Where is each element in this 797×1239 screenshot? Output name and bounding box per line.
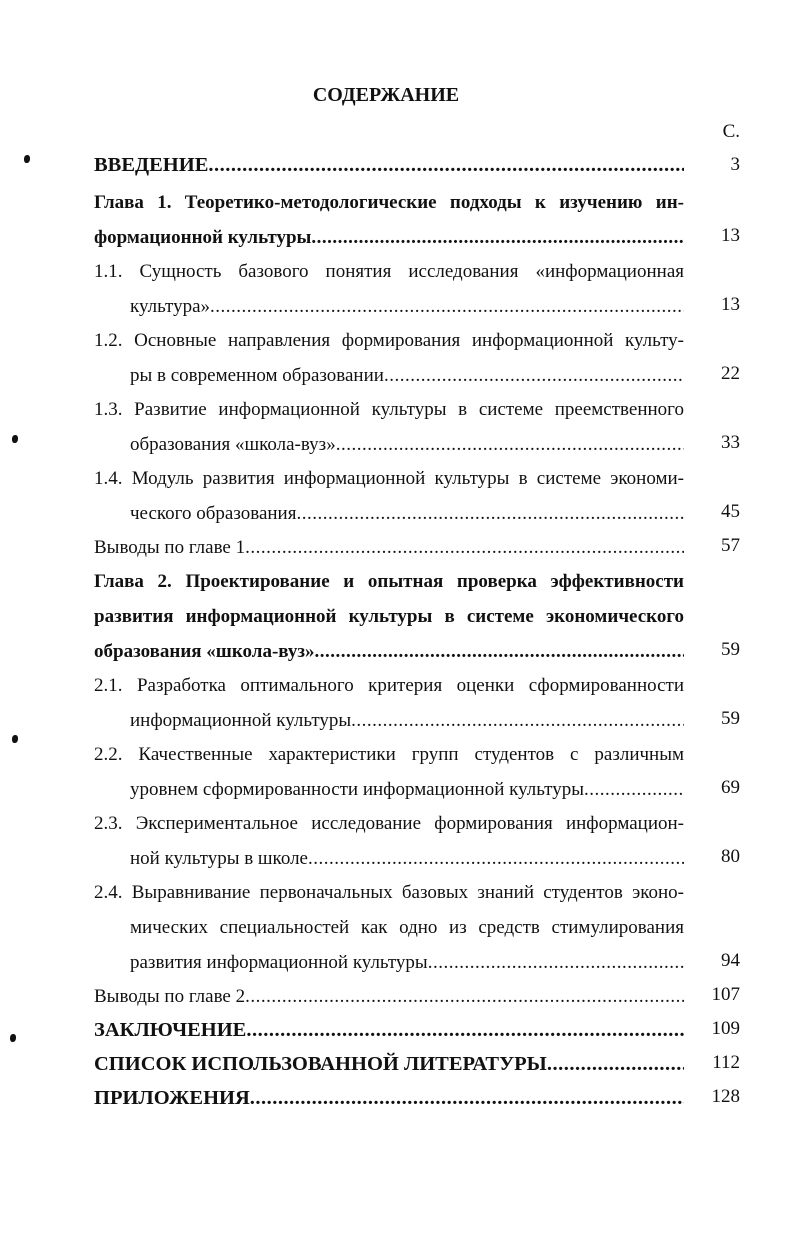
toc-chapter-2-conclusions <box>94 985 684 1009</box>
toc-page-number: 94 <box>721 950 740 971</box>
toc-chapter-1-line-2 <box>94 226 684 250</box>
toc-page-number: 59 <box>721 639 740 660</box>
toc-section-1-3-line-2 <box>130 433 684 457</box>
toc-entry-introduction <box>94 153 684 177</box>
toc-section-1-1-line-1: 1.1. Сущность базового понятия исследования «информационная <box>94 261 684 282</box>
toc-chapter-1-line-1: Глава 1. Теоретико-методологические подходы к изучению ин- <box>94 192 684 213</box>
toc-section-1-3-line-1: 1.3. Развитие информационной культуры в системе преемственного <box>94 399 684 420</box>
toc-entry-text: Выводы по главе 1 <box>94 537 246 558</box>
toc-entry-references <box>94 1052 684 1076</box>
toc-entry-text: ЗАКЛЮЧЕНИЕ <box>94 1019 247 1041</box>
toc-chapter-2-line-2: развития информационной культуры в системе экономического <box>94 606 684 627</box>
toc-entry-text: ВВЕДЕНИЕ <box>94 154 209 176</box>
toc-page-number: 33 <box>721 432 740 453</box>
toc-entry-text: ры в современном образовании <box>130 365 384 386</box>
page-title: СОДЕРЖАНИЕ <box>312 84 460 106</box>
toc-section-2-4-line-1: 2.4. Выравнивание первоначальных базовых знаний студентов эконо- <box>94 882 684 903</box>
toc-page-number: 57 <box>721 535 740 556</box>
toc-page-number: 22 <box>721 363 740 384</box>
toc-entry-text: образования «школа-вуз» <box>94 641 315 662</box>
toc-page-number: 128 <box>711 1086 740 1107</box>
toc-page-number: 13 <box>721 294 740 315</box>
toc-entry-text: СПИСОК ИСПОЛЬЗОВАННОЙ ЛИТЕРАТУРЫ <box>94 1053 547 1075</box>
toc-page-number: 109 <box>711 1018 740 1039</box>
toc-chapter-2-line-3 <box>94 640 684 664</box>
toc-entry-text: развития информационной культуры <box>130 952 428 973</box>
toc-page-number: 13 <box>721 225 740 246</box>
toc-entry-text: Выводы по главе 2 <box>94 986 246 1007</box>
toc-page-number: 107 <box>711 984 740 1005</box>
scan-mark <box>12 735 18 743</box>
toc-page-number: 3 <box>730 154 740 175</box>
toc-entry-text: культура» <box>130 296 211 317</box>
toc-page-number: 80 <box>721 846 740 867</box>
toc-section-1-4-line-2 <box>130 502 684 526</box>
toc-entry-conclusion <box>94 1018 684 1042</box>
toc-entry-text: формационной культуры <box>94 227 312 248</box>
scan-mark <box>24 155 30 163</box>
toc-section-2-4-line-3 <box>130 951 684 975</box>
toc-section-1-2-line-2 <box>130 364 684 388</box>
scan-mark <box>12 435 18 443</box>
toc-section-1-4-line-1: 1.4. Модуль развития информационной культуры в системе экономи- <box>94 468 684 489</box>
toc-entry-text: образования «школа-вуз» <box>130 434 336 455</box>
toc-section-2-4-line-2: мических специальностей как одно из средств стимулирования <box>130 917 684 938</box>
toc-section-2-3-line-2 <box>130 847 684 871</box>
scan-mark <box>10 1034 16 1042</box>
toc-entry-appendix <box>94 1086 684 1110</box>
toc-section-2-1-line-2 <box>130 709 684 733</box>
toc-entry-text: ПРИЛОЖЕНИЯ <box>94 1087 250 1109</box>
toc-page-number: 112 <box>712 1052 740 1073</box>
toc-page-number: 59 <box>721 708 740 729</box>
page-column-label: С. <box>722 121 740 142</box>
toc-section-1-1-line-2 <box>130 295 684 319</box>
toc-entry-text: уровнем сформированности информационной культуры <box>130 779 584 800</box>
toc-chapter-2-line-1: Глава 2. Проектирование и опытная проверка эффективности <box>94 571 684 592</box>
toc-section-2-2-line-1: 2.2. Качественные характеристики групп студентов с различным <box>94 744 684 765</box>
toc-section-1-2-line-1: 1.2. Основные направления формирования информационной культу- <box>94 330 684 351</box>
toc-section-2-1-line-1: 2.1. Разработка оптимального критерия оценки сформированности <box>94 675 684 696</box>
toc-section-2-3-line-1: 2.3. Экспериментальное исследование формирования информацион- <box>94 813 684 834</box>
toc-entry-text: ной культуры в школе <box>130 848 308 869</box>
toc-chapter-1-conclusions <box>94 536 684 560</box>
toc-entry-text: информационной культуры <box>130 710 352 731</box>
toc-entry-text: ческого образования <box>130 503 297 524</box>
toc-section-2-2-line-2 <box>130 778 684 802</box>
toc-page-number: 45 <box>721 501 740 522</box>
toc-page-number: 69 <box>721 777 740 798</box>
